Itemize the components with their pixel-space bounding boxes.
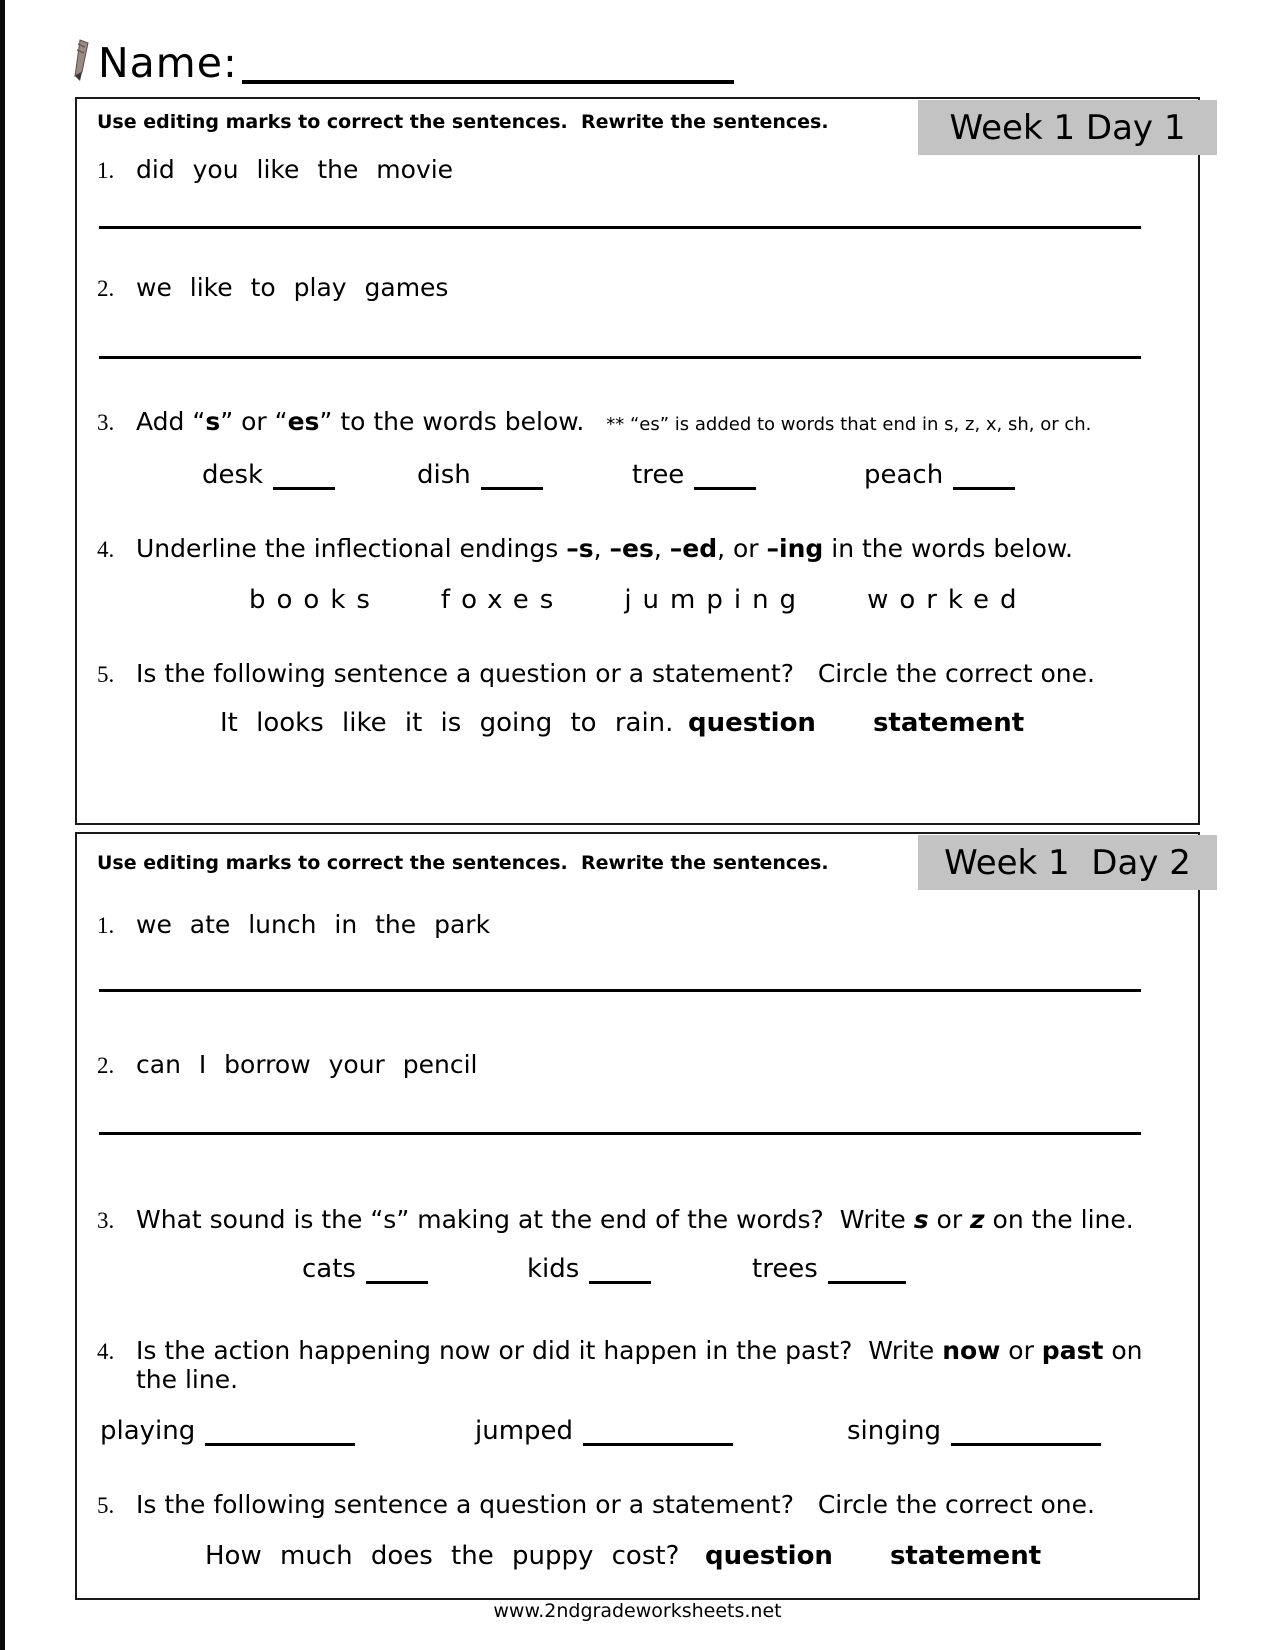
- write-blank: [694, 462, 756, 490]
- answer-line: [99, 356, 1141, 359]
- word: jumped: [475, 1416, 574, 1446]
- write-blank: [205, 1418, 355, 1446]
- option-statement: statement: [889, 1541, 1042, 1571]
- target-sentence: It looks like it is going to rain.: [220, 708, 674, 738]
- word: worked: [867, 585, 1028, 615]
- question-3: [97, 407, 1178, 436]
- write-blank: [951, 1418, 1101, 1446]
- question-3: [97, 1205, 1178, 1234]
- question-text: can I borrow your pencil: [136, 1050, 478, 1079]
- word: peach: [864, 460, 944, 490]
- bold-term: –ing: [766, 534, 824, 563]
- word-blank-row: [302, 1254, 1178, 1284]
- write-blank: [583, 1418, 733, 1446]
- target-sentence: How much does the puppy cost?: [205, 1541, 680, 1571]
- footer-url: www.2ndgradeworksheets.net: [493, 1600, 782, 1622]
- bold-term: –s: [566, 534, 594, 563]
- word-blank: [632, 460, 864, 490]
- question-text: Is the action happening now or did it happen in the past? Write now or past on the line.: [136, 1336, 1151, 1394]
- question-number: 3.: [97, 1208, 115, 1233]
- question-text: Is the following sentence a question or a statement? Circle the correct one.: [136, 1490, 1095, 1519]
- hint-note: ** “es” is added to words that end in s, z, x, sh, or ch.: [606, 414, 1092, 435]
- question-number: 2.: [97, 1053, 115, 1078]
- word-blank-row: [100, 1416, 1178, 1446]
- bold-term: s: [205, 407, 221, 436]
- question-text: Add “s” or “es” to the words below. ** “es” is added to words that end in s, z, x, sh, or ch.: [136, 407, 1092, 436]
- question-number: 1.: [97, 158, 115, 183]
- word-blank: [417, 460, 632, 490]
- question-number: 4.: [97, 537, 115, 562]
- question-4: [97, 534, 1178, 563]
- word-blank: [475, 1416, 847, 1446]
- option-question: question: [705, 1541, 833, 1571]
- write-blank: [366, 1256, 428, 1284]
- question-number: 3.: [97, 410, 115, 435]
- question-number: 5.: [97, 662, 115, 687]
- day-badge: Week 1 Day 1: [918, 100, 1217, 155]
- word-blank: [752, 1254, 906, 1284]
- option-question: question: [688, 708, 816, 738]
- bold-term: z: [970, 1205, 985, 1234]
- word: desk: [202, 460, 264, 490]
- question-4: [97, 1336, 1178, 1394]
- word-blank: [100, 1416, 475, 1446]
- circle-answer-row: [205, 1541, 1178, 1571]
- word-blank: [864, 460, 1015, 490]
- bold-term: s: [913, 1205, 929, 1234]
- word-blank: [302, 1254, 527, 1284]
- word: dish: [417, 460, 471, 490]
- answer-line: [99, 989, 1141, 992]
- option-statement: statement: [872, 708, 1025, 738]
- word: trees: [752, 1254, 818, 1284]
- question-2: [97, 1050, 1178, 1079]
- question-number: 1.: [97, 913, 115, 938]
- question-5: [97, 659, 1178, 688]
- underline-word-row: [249, 585, 1178, 615]
- word: singing: [847, 1416, 941, 1446]
- name-write-line: [242, 42, 734, 84]
- answer-line: [99, 226, 1141, 229]
- question-text: What sound is the “s” making at the end of the words? Write s or z on the line.: [136, 1205, 1134, 1234]
- worksheet-section-day2: [75, 832, 1200, 1600]
- question-text: we like to play games: [136, 273, 449, 302]
- answer-line: [99, 1132, 1141, 1135]
- word: foxes: [440, 585, 565, 615]
- circle-answer-row: [220, 708, 1178, 738]
- write-blank: [481, 462, 543, 490]
- word: books: [249, 585, 381, 615]
- question-2: [97, 273, 1178, 302]
- instructions: Use editing marks to correct the sentences. Rewrite the sentences.: [97, 852, 829, 874]
- instructions: Use editing marks to correct the sentences. Rewrite the sentences.: [97, 111, 829, 133]
- write-blank: [953, 462, 1015, 490]
- word: tree: [632, 460, 685, 490]
- question-number: 5.: [97, 1493, 115, 1518]
- word: cats: [302, 1254, 356, 1284]
- question-number: 2.: [97, 276, 115, 301]
- bold-term: –ed: [669, 534, 718, 563]
- scan-edge-strip: [0, 0, 5, 1650]
- name-label: Name:: [98, 39, 238, 87]
- question-number: 4.: [97, 1339, 115, 1364]
- question-text: we ate lunch in the park: [136, 910, 491, 939]
- question-5: [97, 1490, 1178, 1519]
- name-header: [70, 38, 734, 87]
- word: jumping: [624, 585, 808, 615]
- question-text: Underline the inflectional endings –s, –es, –ed, or –ing in the words below.: [136, 534, 1073, 563]
- pencil-icon: [70, 38, 96, 84]
- write-blank: [589, 1256, 651, 1284]
- question-text: Is the following sentence a question or a statement? Circle the correct one.: [136, 659, 1095, 688]
- bold-term: now: [942, 1336, 1001, 1365]
- bold-term: –es: [609, 534, 654, 563]
- word: kids: [527, 1254, 580, 1284]
- write-blank: [828, 1256, 906, 1284]
- question-text: did you like the movie: [136, 155, 454, 184]
- word: playing: [100, 1416, 196, 1446]
- word-blank: [847, 1416, 1101, 1446]
- question-1: [97, 910, 1178, 939]
- question-1: [97, 155, 1178, 184]
- write-blank: [273, 462, 335, 490]
- bold-term: es: [287, 407, 320, 436]
- word-blank-row: [202, 460, 1178, 490]
- day-badge: Week 1 Day 2: [918, 835, 1217, 890]
- word-blank: [202, 460, 417, 490]
- bold-term: past: [1041, 1336, 1104, 1365]
- word-blank: [527, 1254, 752, 1284]
- worksheet-section-day1: [75, 97, 1200, 825]
